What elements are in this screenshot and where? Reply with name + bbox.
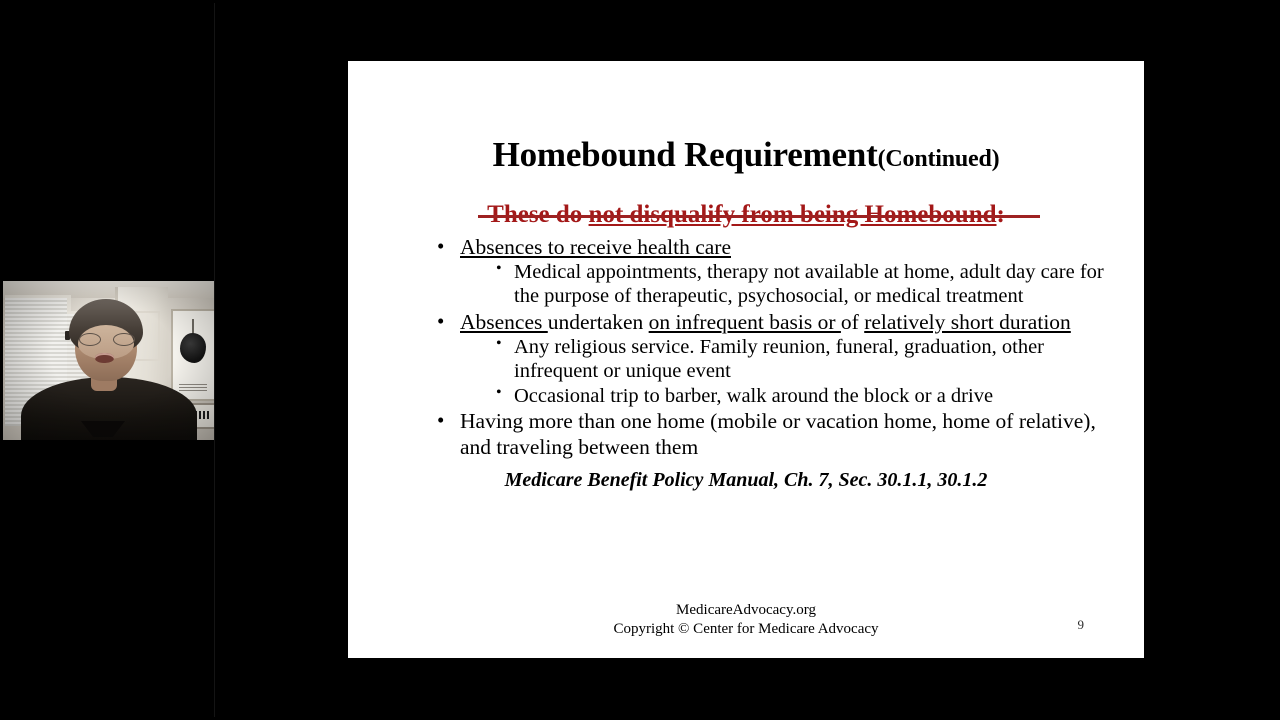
webcam-vignette xyxy=(3,281,214,440)
bullet-2-seg5: relatively short duration xyxy=(864,309,1071,334)
bullet-2-seg2: undertaken xyxy=(547,309,649,334)
presenter-webcam-video[interactable] xyxy=(3,281,214,440)
sub-bullet-item: • Occasional trip to barber, walk around the block or a drive xyxy=(496,384,1120,408)
bullet-2-sublist xyxy=(460,335,1120,408)
slide-footer xyxy=(348,601,1144,639)
shared-slide[interactable] xyxy=(348,61,1144,658)
bullet-2-seg1: Absences xyxy=(460,309,548,334)
title-divider-rule xyxy=(478,215,1040,218)
slide-citation: Medicare Benefit Policy Manual, Ch. 7, Sec. 30.1.1, 30.1.2 xyxy=(504,468,988,491)
bullet-3-text: Having more than one home (mobile or vacation home, home of relative), and traveling between them xyxy=(460,409,1096,459)
slide-title xyxy=(348,61,1144,172)
bullet-item-1 xyxy=(437,235,1120,309)
bullet-1-text: Absences to receive health care xyxy=(460,234,731,259)
bullet-2-seg3: on infrequent basis or xyxy=(648,309,841,334)
webcam-scene xyxy=(3,281,214,440)
sub-bullet-item: • Any religious service. Family reunion, funeral, graduation, other infrequent or unique event xyxy=(496,335,1120,384)
slide-title-suffix: (Continued) xyxy=(877,146,1000,172)
bullet-1-sublist xyxy=(460,260,1120,309)
slide-bullet-list xyxy=(348,235,1144,460)
sub-bullet-item: • Medical appointments, therapy not available at home, adult day care for the purpose of therapeutic, psychosocial, or medical treatment xyxy=(496,260,1120,309)
bullet-item-3 xyxy=(437,409,1120,460)
participant-video-panel[interactable] xyxy=(0,3,215,717)
slide-page-number: 9 xyxy=(1077,617,1084,632)
footer-website: MedicareAdvocacy.org xyxy=(676,601,816,618)
bullet-item-2 xyxy=(437,310,1120,409)
slide-title-main: Homebound Requirement xyxy=(492,135,878,174)
footer-copyright: Copyright © Center for Medicare Advocacy xyxy=(613,620,879,637)
bullet-2-seg4: of xyxy=(840,309,865,334)
slide-lead-statement xyxy=(348,172,1144,229)
